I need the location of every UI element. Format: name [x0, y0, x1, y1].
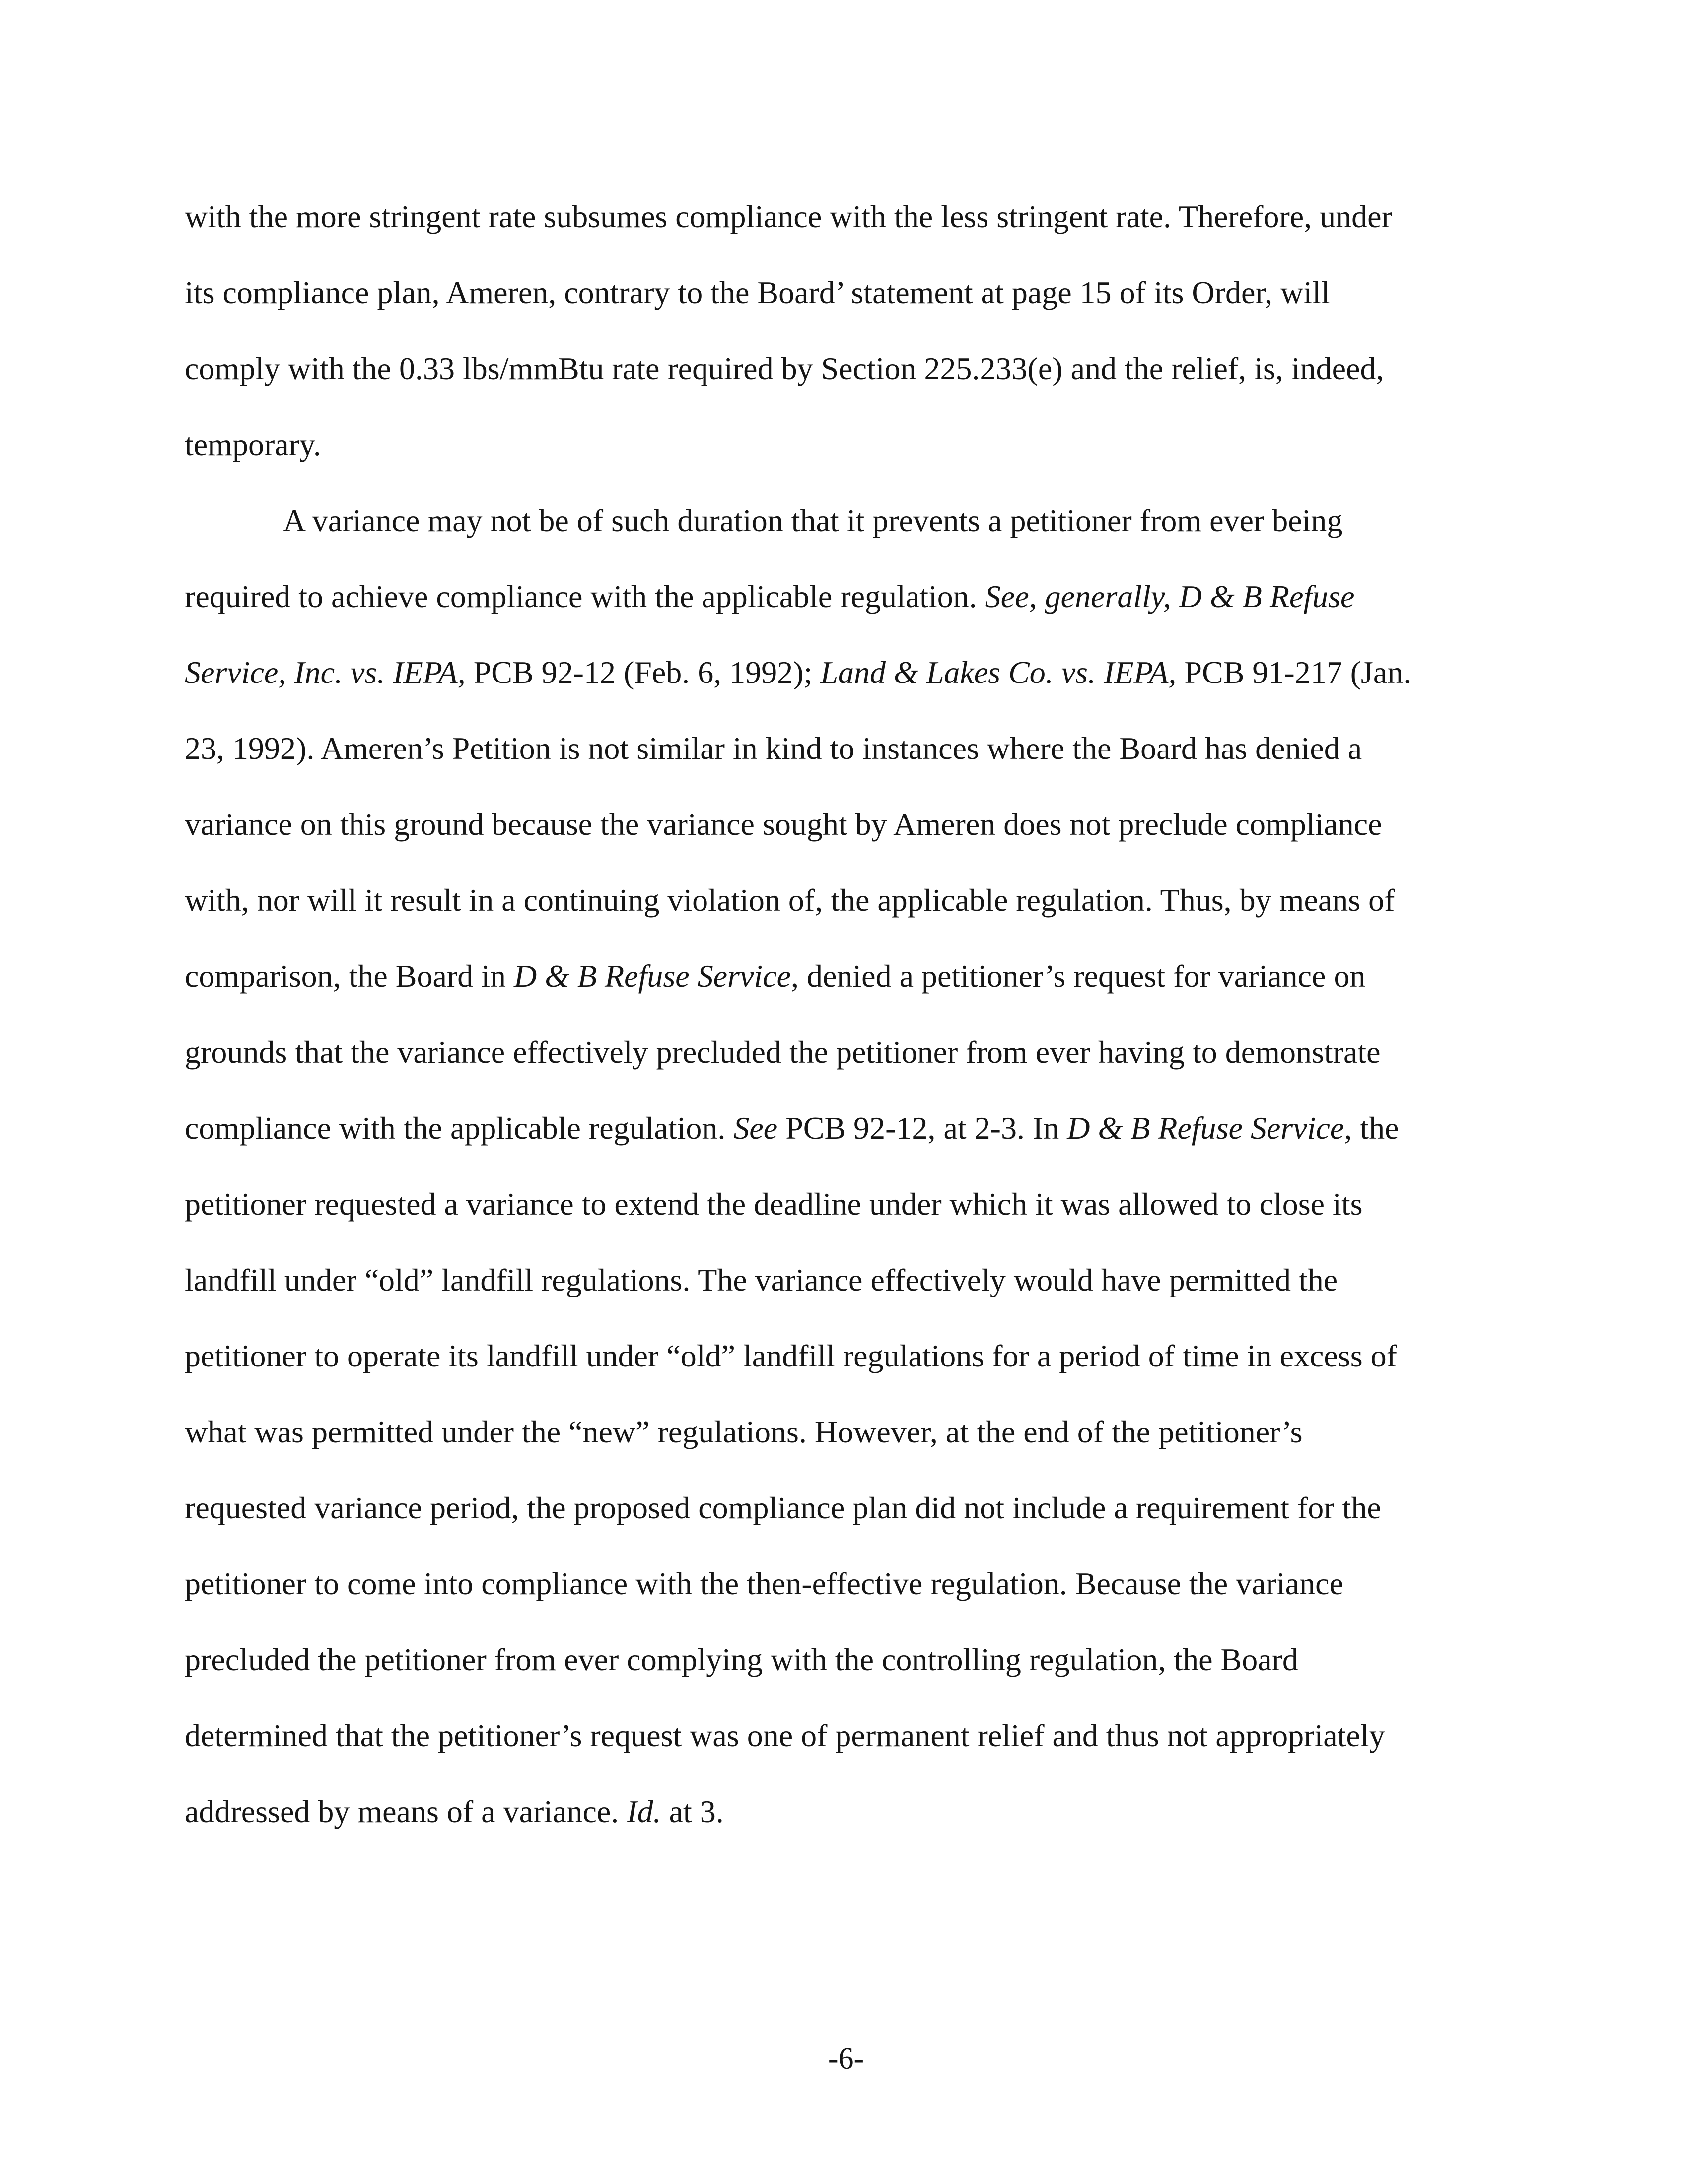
text-line [185, 190, 1495, 266]
text-run: comply with the 0.33 lbs/mmBtu rate required by Section 225.233(e) and the relief, is, indeed, [185, 351, 1384, 386]
text-run: , the [1344, 1110, 1399, 1146]
text-line [185, 645, 1495, 721]
text-line [185, 1557, 1495, 1633]
case-citation: D & B Refuse Service [513, 958, 791, 994]
text-line [185, 1025, 1495, 1101]
text-run: addressed by means of a variance. [185, 1794, 627, 1829]
text-line [185, 873, 1495, 949]
text-run: petitioner requested a variance to extend the deadline under which it was allowed to close its [185, 1186, 1363, 1222]
case-citation: Land & Lakes Co. vs. IEPA, [820, 655, 1177, 690]
text-line [185, 1329, 1495, 1405]
citation-signal: Id. [627, 1794, 661, 1829]
text-run: with the more stringent rate subsumes compliance with the less stringent rate. Therefore, under [185, 199, 1392, 234]
text-run: PCB 91-217 (Jan. [1176, 655, 1411, 690]
text-run: comparison, the Board in [185, 958, 514, 994]
text-run: petitioner to operate its landfill under “old” landfill regulations for a period of time in excess of [185, 1338, 1397, 1373]
text-line [185, 1101, 1495, 1177]
text-line [185, 1253, 1495, 1329]
text-run: grounds that the variance effectively precluded the petitioner from ever having to demonstrate [185, 1034, 1381, 1070]
text-run: required to achieve compliance with the applicable regulation. [185, 579, 985, 614]
case-citation: Service, Inc. vs. IEPA, [185, 655, 466, 690]
text-run: what was permitted under the “new” regulations. However, at the end of the petitioner’s [185, 1414, 1303, 1449]
text-line [185, 341, 1495, 417]
text-run: temporary. [185, 427, 321, 462]
text-line [185, 569, 1495, 645]
text-line [185, 1177, 1495, 1253]
text-line [185, 417, 1495, 493]
case-citation: D & B Refuse Service [1067, 1110, 1344, 1146]
text-run: requested variance period, the proposed compliance plan did not include a requirement for the [185, 1490, 1381, 1525]
text-run: determined that the petitioner’s request was one of permanent relief and thus not appropriately [185, 1718, 1385, 1753]
text-line [185, 1481, 1495, 1557]
text-line [185, 1405, 1495, 1481]
text-line [185, 721, 1495, 797]
text-run: PCB 92-12 (Feb. 6, 1992); [465, 655, 821, 690]
citation-signal: See [733, 1110, 778, 1146]
text-line [185, 1633, 1495, 1708]
text-run: landfill under “old” landfill regulations. The variance effectively would have permitted the [185, 1262, 1338, 1297]
text-line [185, 797, 1495, 873]
case-citation: See, generally, D & B Refuse [985, 579, 1355, 614]
text-run: PCB 92-12, at 2-3. In [777, 1110, 1067, 1146]
text-run: variance on this ground because the variance sought by Ameren does not preclude compliance [185, 807, 1382, 842]
text-run: A variance may not be of such duration that it prevents a petitioner from ever being [283, 503, 1343, 538]
text-run: at 3. [661, 1794, 724, 1829]
text-line [185, 1784, 1495, 1860]
text-run: its compliance plan, Ameren, contrary to the Board’ statement at page 15 of its Order, will [185, 275, 1330, 310]
text-run: with, nor will it result in a continuing violation of, the applicable regulation. Thus, by means of [185, 883, 1395, 918]
text-run: precluded the petitioner from ever complying with the controlling regulation, the Board [185, 1642, 1298, 1677]
text-run: 23, 1992). Ameren’s Petition is not similar in kind to instances where the Board has denied a [185, 731, 1362, 766]
body-text [185, 190, 1495, 1860]
text-line [185, 493, 1495, 569]
text-run: petitioner to come into compliance with the then-effective regulation. Because the variance [185, 1566, 1343, 1601]
text-line [185, 266, 1495, 341]
text-run: compliance with the applicable regulation. [185, 1110, 734, 1146]
text-line [185, 1708, 1495, 1784]
page-number: -6- [828, 2042, 864, 2076]
text-run: , denied a petitioner’s request for variance on [790, 958, 1366, 994]
text-line [185, 949, 1495, 1025]
